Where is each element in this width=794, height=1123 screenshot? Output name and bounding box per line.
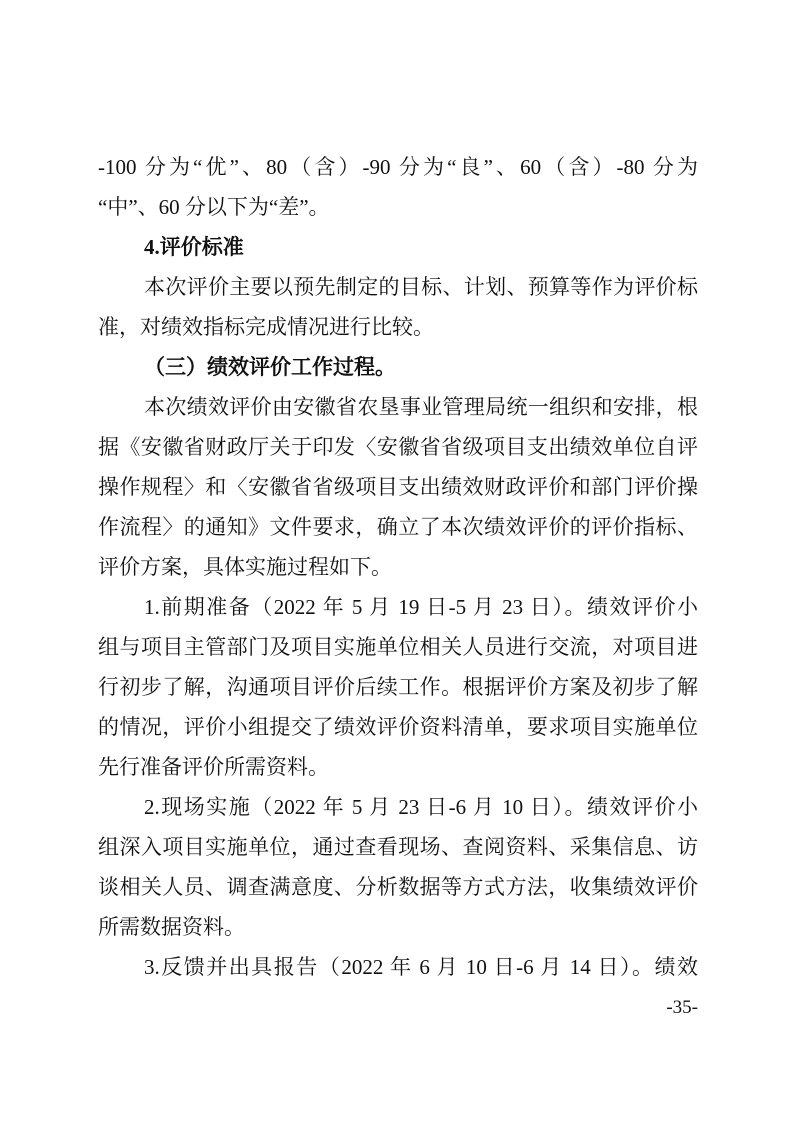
body-text-line: 评价方案，具体实施过程如下。 (98, 555, 392, 579)
page-number: -35- (666, 997, 698, 1018)
body-text-line: 组深入项目实施单位，通过查看现场、查阅资料、采集信息、访 (98, 835, 698, 859)
body-text-line: 本次绩效评价由安徽省农垦事业管理局统一组织和安排，根 (144, 395, 698, 419)
body-text-line: “中”、60 分以下为“差”。 (98, 195, 330, 219)
body-text-line: 的情况，评价小组提交了绩效评价资料清单，要求项目实施单位 (98, 715, 698, 739)
body-text-line: 行初步了解，沟通项目评价后续工作。根据评价方案及初步了解 (98, 675, 698, 699)
body-text-line: 所需数据资料。 (98, 915, 245, 939)
body-text-line: 操作规程〉和〈安徽省省级项目支出绩效财政评价和部门评价操 (98, 475, 698, 499)
body-text-line: 组与项目主管部门及项目实施单位相关人员进行交流，对项目进 (98, 635, 698, 659)
body-text-line: -100 分为“优”、80（含）-90 分为“良”、60（含）-80 分为 (98, 155, 698, 179)
body-text-line-step1-preparation: 1.前期准备（2022 年 5 月 19 日-5 月 23 日）。绩效评价小 (144, 595, 698, 619)
body-text-line-step3-report: 3.反馈并出具报告（2022 年 6 月 10 日-6 月 14 日）。绩效 (144, 955, 698, 979)
body-text-line: 准，对绩效指标完成情况进行比较。 (98, 315, 434, 339)
body-text-line-step2-onsite: 2.现场实施（2022 年 5 月 23 日-6 月 10 日）。绩效评价小 (144, 795, 698, 819)
body-text-line: 谈相关人员、调查满意度、分析数据等方式方法，收集绩效评价 (98, 875, 698, 899)
body-text-line: 本次评价主要以预先制定的目标、计划、预算等作为评价标 (144, 275, 698, 299)
heading-4-evaluation-criteria: 4.评价标准 (144, 235, 244, 259)
document-body (98, 147, 698, 987)
body-text-line: 作流程〉的通知》文件要求，确立了本次绩效评价的评价指标、 (98, 515, 698, 539)
heading-3-performance-evaluation-process: （三）绩效评价工作过程。 (144, 355, 396, 379)
body-text-line: 据《安徽省财政厅关于印发〈安徽省省级项目支出绩效单位自评 (98, 435, 698, 459)
body-text-line: 先行准备评价所需资料。 (98, 755, 329, 779)
